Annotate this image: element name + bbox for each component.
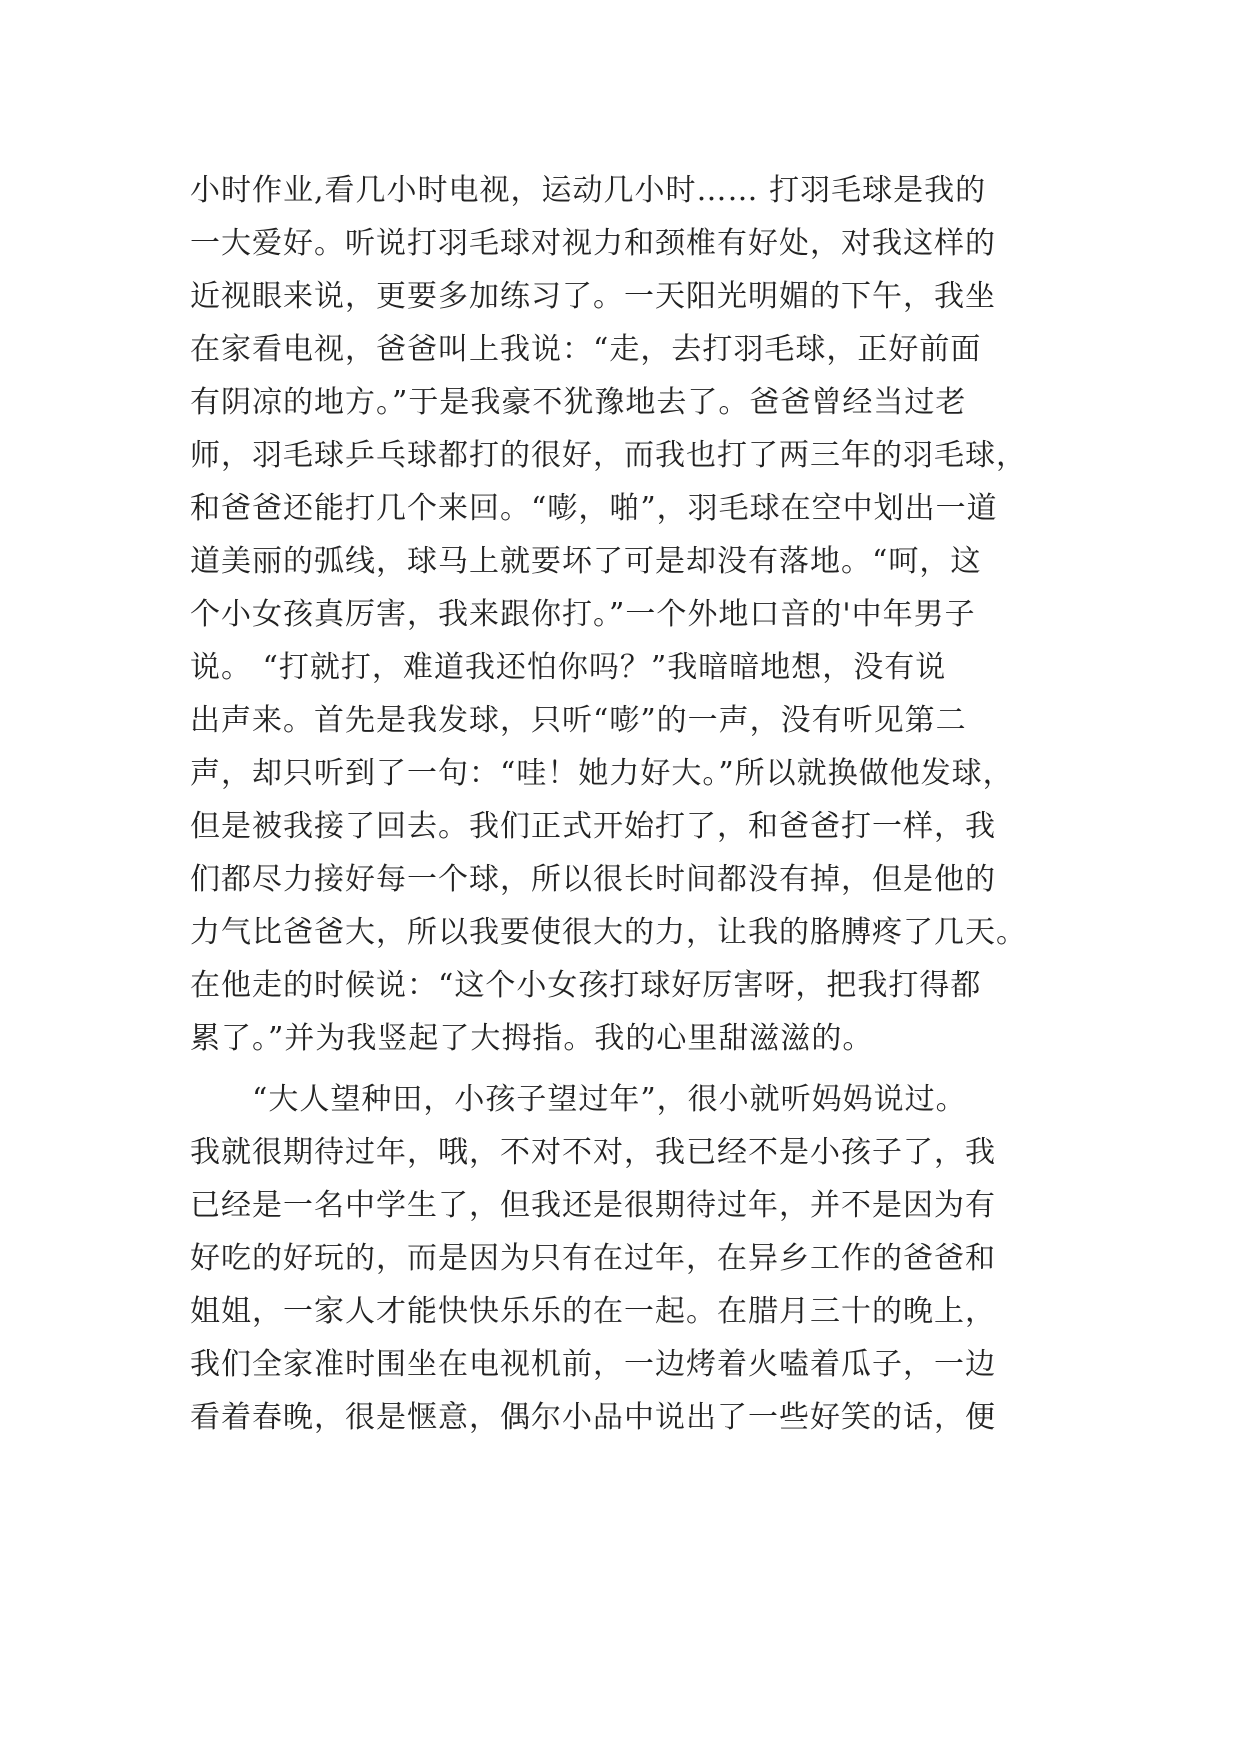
text-line: 们都尽力接好每一个球，所以很长时间都没有掉，但是他的 xyxy=(190,862,996,897)
text-line: 我们全家准时围坐在电视机前，一边烤着火嗑着瓜子，一边 xyxy=(190,1347,996,1382)
text-line: 看着春晚，很是惬意，偶尔小品中说出了一些好笑的话，便 xyxy=(190,1400,996,1435)
paragraph-gap xyxy=(190,1065,1060,1073)
text-line: 在他走的时候说：“这个小女孩打球好厉害呀，把我打得都 xyxy=(190,968,982,1003)
text-line: 出声来。首先是我发球，只听“嘭”的一声，没有听见第二 xyxy=(190,703,967,738)
text-line: 道美丽的弧线，球马上就要坏了可是却没有落地。“呵，这 xyxy=(190,544,982,579)
text-line: 在家看电视，爸爸叫上我说：“走，去打羽毛球，正好前面 xyxy=(190,332,982,367)
text-line: 说。 “打就打，难道我还怕你吗？”我暗暗地想，没有说 xyxy=(190,650,947,685)
text-line: 一大爱好。听说打羽毛球对视力和颈椎有好处，对我这样的 xyxy=(190,226,996,261)
text-line: 姐姐，一家人才能快快乐乐的在一起。在腊月三十的晚上， xyxy=(190,1294,996,1329)
text-line: 有阴凉的地方。”于是我豪不犹豫地去了。爸爸曾经当过老 xyxy=(190,385,967,420)
text-line: 小时作业,看几小时电视，运动几小时…… 打羽毛球是我的 xyxy=(190,173,987,208)
text-line: 声，却只听到了一句：“哇！她力好大。”所以就换做他发球， xyxy=(190,756,1014,791)
text-line: 好吃的好玩的，而是因为只有在过年，在异乡工作的爸爸和 xyxy=(190,1241,996,1276)
text-line: 但是被我接了回去。我们正式开始打了，和爸爸打一样，我 xyxy=(190,809,996,844)
text-line: 和爸爸还能打几个来回。“嘭，啪”，羽毛球在空中划出一道 xyxy=(190,491,998,526)
text-line: 师，羽毛球乒乓球都打的很好，而我也打了两三年的羽毛球， xyxy=(190,438,1027,473)
text-line: 近视眼来说，更要多加练习了。一天阳光明媚的下午，我坐 xyxy=(190,279,996,314)
text-line: 我就很期待过年，哦，不对不对，我已经不是小孩子了，我 xyxy=(190,1135,996,1170)
text-line: 已经是一名中学生了，但我还是很期待过年，并不是因为有 xyxy=(190,1188,996,1223)
text-line: “大人望种田，小孩子望过年”，很小就听妈妈说过。 xyxy=(190,1082,967,1117)
text-line: 累了。”并为我竖起了大拇指。我的心里甜滋滋的。 xyxy=(190,1021,874,1056)
document-body xyxy=(190,164,1060,1444)
text-line: 个小女孩真厉害，我来跟你打。”一个外地口音的'中年男子 xyxy=(190,597,976,632)
text-line: 力气比爸爸大，所以我要使很大的力，让我的胳膊疼了几天。 xyxy=(190,915,1027,950)
